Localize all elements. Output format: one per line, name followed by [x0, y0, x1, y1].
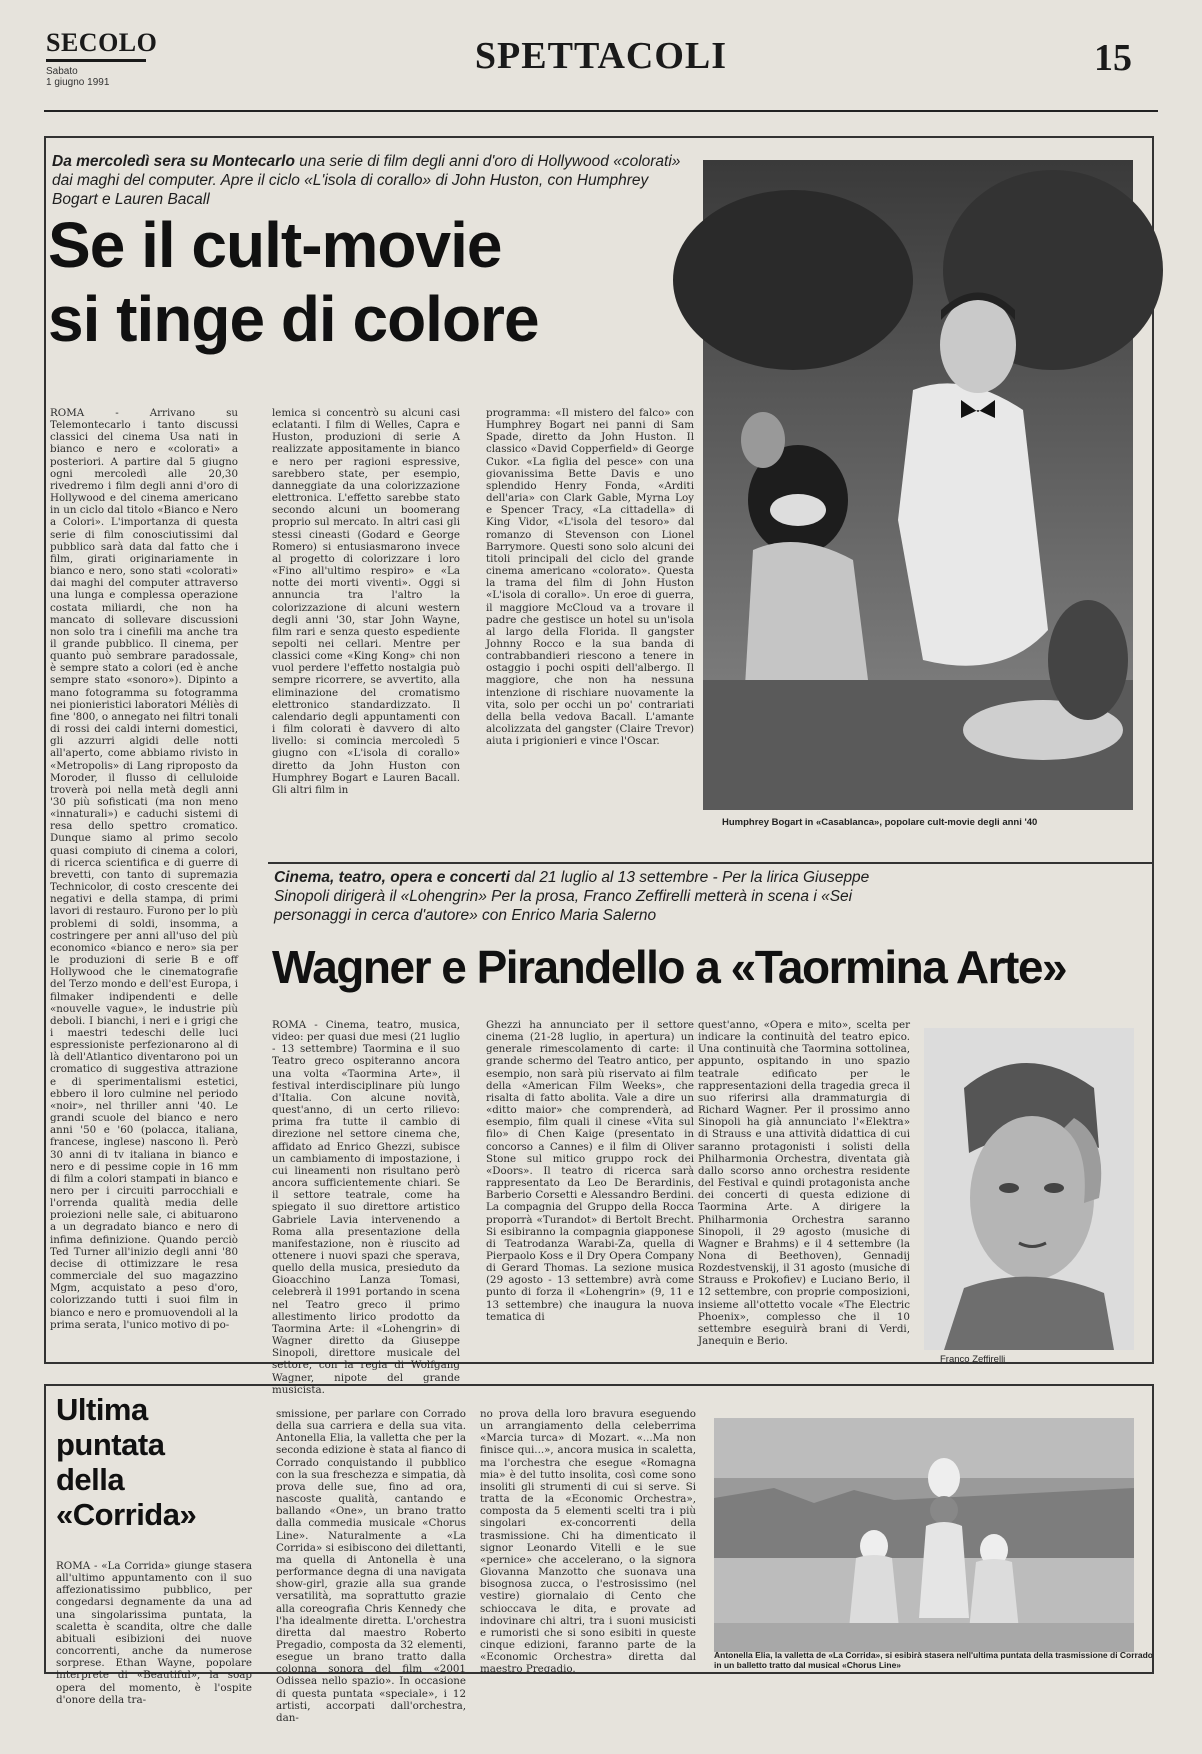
section-title: SPETTACOLI	[474, 35, 728, 77]
article2-column-3: quest'anno, «Opera e mito», scelta per indicare la continuità del teatro epico. Una continuità che Taormina sottolinea, appunto, ospitando in uno spazio teatrale edificato per le rappresentazioni della tragedia greca il suo riferirsi alla drammaturgia di Richard Wagner. Per il prossimo anno Sinopoli ha già annunciato l'«Elektra» di Strauss e una attività didattica di cui saranno protagonisti i solisti della Philharmonia Orchestra, diventata già dallo scorso anno orchestra residente del Festival e quindi protagonista anche dei concerti di questa edizione di Taormina Arte. A dirigere la Philharmonia Orchestra saranno Sinopoli, il 29 agosto (musiche di Wagner e Brahms) e il 4 settembre (la Nona di Beethoven), Gennadij Rozdestvenskij, il 31 agosto (musiche di Strauss e Prokofiev) e Luciano Berio, il 12 settembre, con proprie composizioni, insieme all'ottetto vocale «The Electric Phoenix», complesso che il 10 settembre eseguirà brani di Verdi, Janequin e Berio.	[698, 1019, 910, 1348]
page-number: 15	[1094, 37, 1132, 79]
article2-kicker-bold: Cinema, teatro, opera e concerti	[274, 869, 511, 886]
article3-column-1: ROMA - «La Corrida» giunge stasera all'ultimo appuntamento con il suo affezionatissimo pubblico, per congedarsi degnamente da una ad una singolarissima puntata, la scaletta è scandita, oltre che dalle abituali esibizioni dei nuove concorrenti, anche da numerose sorprese. Ethan Wayne, popolare interprete di «Beautiful», la soap opera del momento, è l'ospite d'onore della tra-	[56, 1560, 252, 1706]
article1-headline	[48, 208, 648, 356]
logo-text: SECOLO	[46, 28, 158, 57]
article2-kicker	[274, 868, 914, 925]
article2-kicker-text: dal 21 luglio al 13 settembre - Per la lirica Giuseppe Sinopoli dirigerà il «Lohengrin» Per la prosa, Franco Zeffirelli metterà in scena i «Sei personaggi in cerca d'autore» con Enrico Maria Salerno	[274, 869, 870, 924]
article3-headline-line3: della	[56, 1462, 125, 1497]
article3-headline-line4: «Corrida»	[56, 1497, 197, 1532]
article-divider	[268, 862, 1152, 864]
article1-headline-line2: si tinge di colore	[48, 283, 539, 355]
article3-column-3: no prova della loro bravura eseguendo un arrangiamento della celeberrima «Marcia turca» di Mozart. «...Ma non finisce qui...», ancora musica in scaletta, ma l'orchestra che esegue «Romagna mia» è del tutto insolita, così come sono insoliti gli strumenti di cui si serve. Si tratta de la «Economic Orchestra», composta da 5 elementi scelti tra i più singolari ex-concorrenti della trasmissione. Chi ha dimenticato il signor Leonardo Vitelli e le sue «pernice» che accelerano, o la signora Giovanna Manzotto che suonava una bisognosa zucca, o l'estrosissimo (nel vestire) giornalaio di Cento che schioccava le dita, e provate ad indovinare chi altri, tra i suoni musicisti e rumoristi che si sono esibiti in queste cinque edizioni, faranno parte de la «Economic Orchestra» diretta dal maestro Pregadio.	[480, 1408, 696, 1676]
article1-kicker-bold: Da mercoledì sera su Montecarlo	[52, 153, 295, 170]
masthead-rule	[44, 110, 1158, 112]
article2-headline: Wagner e Pirandello a «Taormina Arte»	[272, 941, 1067, 993]
article1-headline-line1: Se il cult-movie	[48, 209, 502, 281]
article1-column-3: programma: «Il mistero del falco» con Humphrey Bogart nei panni di Sam Spade, diretto da John Huston. Il classico «David Copperfield» di George Cukor. «La figlia del pesce» con una giovanissima Bette Davis e uno splendido Henry Fonda, «Arditi dell'aria» con Clark Gable, Myrna Loy e Spencer Tracy, «La cittadella» di King Vidor, «L'isola del tesoro» dal romanzo di Stevenson con Lionel Barrymore. Questi sono solo alcuni dei titoli principali del ciclo del grande cinema americano «colorato». Questa la trama del film di John Huston «L'isola di corallo». Un eroe di guerra, il maggiore McCloud va a trovare il padre che gestisce un hotel su un'isola al largo della Florida. Il gangster Johnny Rocco e la sua banda di contrabbandieri riescono a tenere in ostaggio i pochi ospiti dell'albergo. Il maggiore, che non ha nessuna intenzione di rischiare nuovamente la vita, solo per occhi un po' contrariati della bella vedova Bacall. L'amante alcolizzata del gangster (Claire Trevor) aiuta i prigionieri e vince l'Oscar.	[486, 407, 694, 748]
bogart-photo-illustration	[703, 160, 1133, 810]
corrida-photo-caption: Antonella Elia, la valletta de «La Corrida», si esibirà stasera nell'ultima puntata della trasmissione di Corrado in un balletto tratto dal musical «Chorus Line»	[714, 1650, 1153, 1670]
issue-full-date: 1 giugno 1991	[46, 77, 110, 88]
corrida-photo-illustration	[714, 1418, 1134, 1652]
issue-day: Sabato	[46, 66, 78, 77]
article3-headline	[56, 1392, 196, 1532]
zeffirelli-photo-caption: Franco Zeffirelli	[940, 1354, 1006, 1365]
article3-column-2: smissione, per parlare con Corrado della sua carriera e della sua vita. Antonella Elia, la valletta che per la seconda edizione è stata al fianco di Corrado conquistando il pubblico con la sua freschezza e simpatia, dà prova delle sue, fino ad ora, nascoste qualità, cantando e ballando «One», un brano tratto dalla commedia musicale «Chorus Line». Naturalmente a «La Corrida» si esibiscono dei dilettanti, ma quella di Antonella è una performance degna di una navigata show-girl, grazie alla sua grande versatilità, ma soprattutto grazie alla coreografia Chris Kennedy che l'ha idealmente diretta. L'orchestra diretta dal maestro Roberto Pregadio, composta da 32 elementi, esegue un brano tratto dalla colonna sonora del film «2001 Odissea nello spazio». In occasione di questa puntata «speciale», i 12 artisti, accorpati dall'orchestra, dan-	[276, 1408, 466, 1724]
bogart-photo	[703, 160, 1133, 810]
article1-kicker	[52, 152, 692, 209]
article3-headline-line2: puntata	[56, 1427, 165, 1462]
bogart-photo-caption: Humphrey Bogart in «Casablanca», popolare cult-movie degli anni '40	[722, 817, 1038, 828]
article1-column-1: ROMA - Arrivano su Telemontecarlo i tanto discussi classici del cinema Usa nati in bianco e nero e «colorati» a posteriori. A partire dal 5 giugno ogni mercoledì alle 20,30 rivedremo i film degli anni d'oro di Hollywood e del cinema americano in un ciclo dal titolo «Bianco e Nero a Colori». L'importanza di questa serie di film conosciutissimi dal pubblico sarà data dal fatto che i film, girati originariamente in bianco e nero, sono stati «colorati» dai maghi del computer attraverso una lunga e complessa operazione costata miliardi, che non ha mancato di sollevare discussioni non solo tra i cinefili ma anche tra il grande pubblico. Il cinema, per quanto può sembrare paradossale, è sempre stato a colori (ed è anche sempre stato «sonoro»). Dipinto a mano fotogramma su fotogramma nei pionieristici laboratori Méliès di fine '800, o annegato nei filtri tonali di rossi dei caldi interni domestici, gli azzurri algidi delle notti all'aperto, come abbiamo rivisto in «Metropolis» di Lang riproposto da Moroder, il flusso di celluloide troverà poi nella metà degli anni '30 più sofisticati (ma non meno «innaturali») e caduchi sistemi di resa dello spettro cromatico. Dunque siamo al primo secolo quasi compiuto di cinema a colori, di ricerca scientifica e di guerre di brevetti, con tanto di supremazia Technicolor, di costo crescente dei negativi e della stampa, di primi lavori di restauro. Furono per lo più problemi di soldi, insomma, a costringere per anni all'uso del più economico «bianco e nero» sia per le produzioni di serie B e off Hollywood che le cinematografie del Terzo mondo e dell'est Europa, i filmaker indipendenti e delle «nouvelle vague», le industrie più deboli. I bianchi, i neri e i grigi che i maestri tedeschi delle luci espressioniste perfezionarono al di là dell'Atlantico diventarono poi un cromatico di suggestiva attrazione e di sperimentalismi estetici, ebbero il loro culmine nel periodo «noir», nel thriller anni '40. Le grandi scuole del bianco e nero anni '50 e '60 (polacca, italiana, francese, inglese) nascono lì. Però 30 anni di tv italiana in bianco e nero e di pessime copie in 16 mm di film a colori stampati in bianco e nero per i circuiti parrocchiali e l'orrenda qualità media delle proiezioni nelle sale, ci abituarono a un degradato bianco e nero di infima definizione. Quando perciò Ted Turner all'inizio degli anni '80 decise di ottimizzare le resa commerciale del suo magazzino Mgm, acquistato a peso d'oro, colorizzando tutti i suoi film in bianco e nero e promuovendoli al la prima serata, l'unico motivo di po-	[50, 407, 238, 1331]
article1-kicker-text: una serie di film degli anni d'oro di Hollywood «colorati» dai maghi del computer. Apre il ciclo «L'isola di corallo» di John Huston, con Humphrey Bogart e Lauren Bacall	[52, 153, 681, 208]
zeffirelli-photo	[924, 1028, 1134, 1350]
article3-headline-line1: Ultima	[56, 1392, 148, 1427]
corrida-photo	[714, 1418, 1134, 1652]
article1-column-2: lemica si concentrò su alcuni casi eclatanti. I film di Welles, Capra e Huston, produzioni di serie A realizzate appositamente in bianco e nero per ragioni espressive, sarebbero state, per esempio, danneggiate da una colorizzazione elettronica. L'effetto sarebbe stato secondo alcuni un boomerang proprio sul mercato. In altri casi gli stessi cineasti (Godard e George Romero) si entusiasmarono invece al progetto di colorizzare i loro «Fino all'ultimo respiro» e «La notte dei morti viventi». Oggi si annuncia tra l'altro la colorizzazione di alcuni western degli anni '30, star John Wayne, film rari e senza questo espediente sepolti nei cellari. Mentre per classici come «King Kong» chi non vuol perdere l'effetto nostalgia può sempre ricorrere, se avvertito, alla eliminazione del cromatismo elettronico standardizzato. Il calendario degli appuntamenti con i film colorati è davvero di alto livello: si comincia mercoledì 5 giugno con «L'isola di corallo» diretto da John Huston con Humphrey Bogart e Lauren Bacall. Gli altri film in	[272, 407, 460, 796]
zeffirelli-photo-illustration	[924, 1028, 1134, 1350]
article2-column-2: Ghezzi ha annunciato per il settore cinema (21-28 luglio, in apertura) un generale rimescolamento di carte: il grande schermo del Teatro antico, per esempio, non sarà più riservato ai film della «American Film Weeks», che risalta di fatto abolita. Vale a dire un «ditto maior» che comprenderà, ad esempio, film quali il cinese «Vita sul filo» di Chen Kaige (presentato in concorso a Cannes) e il film di Oliver Stone sul mitico gruppo rock dei «Doors». Il teatro di ricerca sarà rappresentato da Leo De Berardinis, Barberio Corsetti e Alessandro Berdini. La compagnia del Gruppo della Rocca proporrà «Turandot» di Bertolt Brecht. Si esibiranno la compagnia giapponese di Teatrodanza Warabi-Za, quella di Pierpaolo Koss e il Dry Opera Company di Gerard Thomas. La sezione musica (29 agosto - 13 settembre) avrà come punto di forza il «Lohengrin» (9, 11 e 13 settembre) che inaugura la nuova tematica di	[486, 1019, 694, 1323]
article2-column-1: ROMA - Cinema, teatro, musica, video: per quasi due mesi (21 luglio - 13 settembre) Taormina e il suo Teatro greco ospiteranno ancora una volta «Taormina Arte», il festival interdisciplinare più lungo d'Italia. Con alcune novità, quest'anno, di un certo rilievo: prima fra tutte il cambio di direzione nel settore cinema che, affidato ad Enrico Ghezzi, subisce un cambiamento di impostazione, i cui lineamenti non risultano però ancora sufficientemente chiari. Se il settore teatrale, come ha spiegato il suo direttore artistico Gabriele Lavia intervenendo a Roma alla presentazione della manifestazione, non è riuscito ad ottenere i nuovi spazi che sperava, quello della musica, presieduto da Gioacchino Lanza Tomasi, celebrerà il 1991 portando in scena nel Teatro greco il primo allestimento lirico prodotto da Taormina Arte: il «Lohengrin» di Wagner diretto da Giuseppe Sinopoli, direttore musicale del settore, con la regia di Wolfgang Wagner, nipote del grande musicista.	[272, 1019, 460, 1396]
